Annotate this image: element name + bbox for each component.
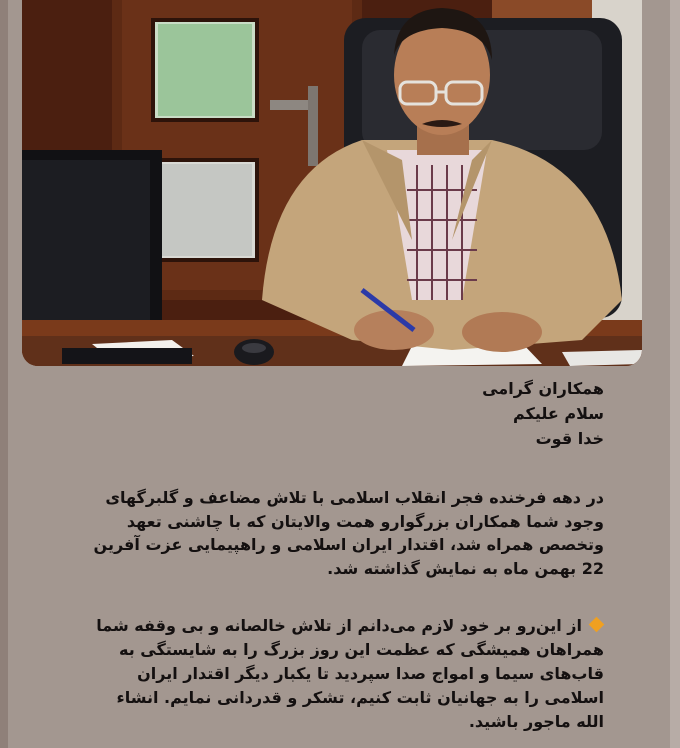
header-photo [22, 0, 642, 366]
paragraph2-line: الله ماجور باشید. [468, 712, 604, 731]
left-edge [0, 0, 8, 748]
paragraph-congratulations [64, 486, 604, 580]
paragraph1-line: در دهه فرخنده فجر انقلاب اسلامی با تلاش مضاعف و گلبرگهای [105, 488, 604, 507]
orange-diamond-icon [589, 617, 605, 633]
salutation-line-colleagues: همکاران گرامی [482, 379, 604, 398]
paragraph2-line-text: از این‌رو بر خود لازم می‌دانم از تلاش خالصانه و بی وقفه شما [96, 616, 582, 635]
paragraph1-line: وتخصص همراه شد، اقتدار ایران اسلامی و راهپیمایی عزت آفرین [93, 535, 604, 554]
right-edge [670, 0, 680, 748]
paragraph1-line: وجود شما همکاران بزرگوارو همت والایتان که با چاشنی تعهد [126, 511, 604, 531]
salutation-line-greeting: سلام علیکم [512, 404, 604, 423]
paragraph2-line: همراهان همیشگی که عظمت این روز بزرگ را به شایستگی به [118, 640, 604, 659]
salutation [64, 376, 604, 451]
paragraph2-line [64, 614, 604, 638]
salutation-line-blessing: خدا قوت [535, 429, 604, 448]
paragraph2-line: اسلامی را به جهانیان ثابت کنیم، تشکر و قدردانی نمایم. انشاء [116, 688, 604, 707]
paragraph2-line: قاب‌های سیما و امواج صدا سپردید تا یکبار دیگر اقتدار ایران [137, 664, 604, 683]
paragraph1-line: 22 بهمن ماه به نمایش گذاشته شد. [327, 558, 604, 578]
paragraph-thanks [64, 614, 604, 734]
